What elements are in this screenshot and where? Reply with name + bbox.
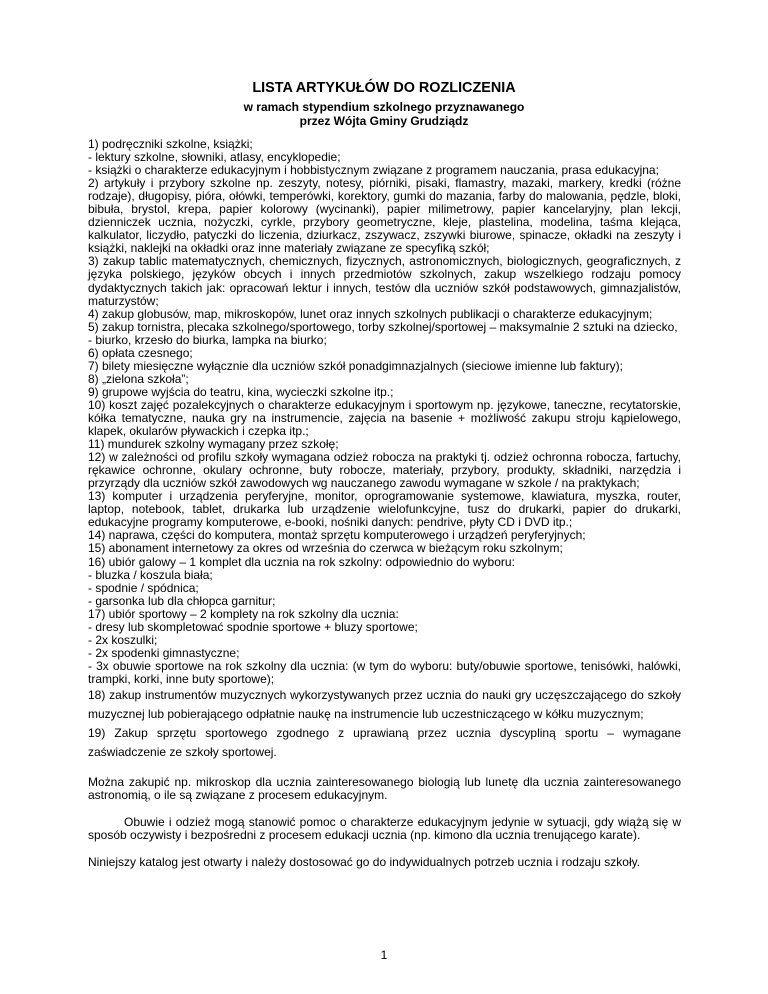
- page-title: LISTA ARTYKUŁÓW DO ROZLICZENIA: [252, 80, 516, 96]
- list-item: 12) w zależności od profilu szkoły wymagana odzież robocza na praktyki tj. odzież ochronna robocza, fartuchy, rękawice ochronne, okulary ochronne, buty robocze, materiały, przybory, produkty, składniki, narzędzia i przyrządy dla uczniów szkół zawodowych wg nauczanego zawodu wymagane w szkole / na praktykach;: [88, 450, 681, 491]
- list-item: 14) naprawa, części do komputera, montaż sprzętu komputerowego i urządzeń peryferyjnych;: [88, 528, 586, 543]
- list-item: 2) artykuły i przybory szkolne np. zeszyty, notesy, piórniki, pisaki, flamastry, mazaki, markery, kredki (różne rodzaje), długopisy, pióra, ołówki, temperówki, korektory, gumki do mazania, farby do malowania, pędzle, bloki, bibuła, brystol, krepa, papier kolorowy (wycinanki), papier milimetrowy, papier kancelaryjny, plan lekcji, dzienniczek ucznia, nożyczki, cyrkle, przybory geometryczne, kleje, plastelina, modelina, taśma klejąca, kalkulator, liczydło, patyczki do liczenia, dziurkacz, zszywacz, zszywki biurowe, spinacze, okładki na zeszyty i książki, naklejki na okładki oraz inne materiały związane ze specyfiką szkół;: [88, 176, 681, 256]
- paragraph-microscope: Można zakupić np. mikroskop dla ucznia zainteresowanego biologią lub lunetę dla ucznia zainteresowanego astronomią, o ile są związane z procesem edukacyjnym.: [88, 774, 681, 803]
- list-item: 10) koszt zajęć pozalekcyjnych o charakterze edukacyjnym i sportowym np. językowe, taneczne, recytatorskie, kółka tematyczne, nauka gry na instrumencie, zajęcia na basenie + możliwość zakupu stroju kąpielowego, klapek, okularów pływackich i czepka itp.;: [88, 397, 681, 439]
- list-item: 16) ubiór galowy – 1 komplet dla ucznia na rok szkolny: odpowiednio do wyboru:: [88, 554, 515, 569]
- list-item: 9) grupowe wyjścia do teatru, kina, wycieczki szkolne itp.;: [88, 384, 394, 399]
- list-item: - książki o charakterze edukacyjnym i hobbistycznym związane z programem nauczania, prasa edukacyjna;: [88, 163, 659, 178]
- list-item: 1) podręczniki szkolne, książki;: [88, 137, 253, 151]
- list-item: 3) zakup tablic matematycznych, chemicznych, fizycznych, astronomicznych, biologicznych, geograficznych, z języka polskiego, języków obcych i innych przedmiotów szkolnych, zakup wszelkiego rodzaju pomocy dydaktycznych takich jak: opracowań lektur i innych, testów dla uczniów szkół podstawowych, gimnazjalistów, maturzystów;: [88, 254, 681, 308]
- list-item: - biurko, krzesło do biurka, lampka na biurko;: [88, 332, 327, 347]
- subtitle-line-2: przez Wójta Gminy Grudziądz: [299, 114, 469, 128]
- list-item: - 3x obuwie sportowe na rok szkolny dla ucznia: (w tym do wyboru: buty/obuwie sportowe, tenisówki, halówki, trampki, korki, inne buty sportowe);: [88, 658, 681, 686]
- list-item: - bluzka / koszula biała;: [88, 567, 213, 582]
- page-number: 1: [380, 948, 388, 962]
- list-item: - spodnie / spódnica;: [88, 580, 199, 595]
- list-item: 11) mundurek szkolny wymagany przez szkołę;: [88, 437, 339, 452]
- paragraph-clothing: Obuwie i odzież mogą stanowić pomoc o charakterze edukacyjnym jedynie w sytuacji, gdy wiążą się w sposób oczywisty i bezpośredni z procesem edukacji ucznia (np. kimono dla ucznia trenującego karate).: [88, 815, 681, 843]
- list-item: 8) „zielona szkoła”;: [88, 371, 189, 386]
- document-body: [88, 138, 681, 869]
- paragraph-catalog: Niniejszy katalog jest otwarty i należy dostosować go do indywidualnych potrzeb ucznia i rodzaju szkoły.: [88, 855, 641, 870]
- list-item: 7) bilety miesięczne wyłącznie dla uczniów szkół ponadgimnazjalnych (sieciowe imienne lub faktury);: [88, 358, 623, 373]
- list-item: 5) zakup tornistra, plecaka szkolnego/sportowego, torby szkolnej/sportowej – maksymalnie 2 sztuki na dziecko,: [88, 319, 678, 334]
- list-item: 17) ubiór sportowy – 2 komplety na rok szkolny dla ucznia:: [88, 606, 399, 621]
- list-item: - garsonka lub dla chłopca garnitur;: [88, 593, 276, 608]
- list-item: - dresy lub skompletować spodnie sportowe + bluzy sportowe;: [88, 619, 418, 634]
- list-item: 13) komputer i urządzenia peryferyjne, monitor, oprogramowanie systemowe, klawiatura, myszka, router, laptop, notebook, tablet, drukarka lub urządzenie wielofunkcyjne, tusz do drukarki, papier do drukarki, edukacyjne programy komputerowe, e-booki, nośniki danych: pendrive, płyty CD i DVD itp.;: [88, 489, 681, 530]
- subtitle-line-1: w ramach stypendium szkolnego przyznawanego: [243, 100, 525, 114]
- list-item: - 2x spodenki gimnastyczne;: [88, 645, 240, 660]
- list-item: 15) abonament internetowy za okres od września do czerwca w bieżącym roku szkolnym;: [88, 541, 563, 556]
- list-item: - lektury szkolne, słowniki, atlasy, encyklopedie;: [88, 150, 341, 165]
- list-item: 18) zakup instrumentów muzycznych wykorzystywanych przez ucznia do nauki gry uczęszczającego do szkoły muzycznej lub pobierającego odpłatnie naukę na instrumencie lub uczestniczącego w kółku muzycznym;: [88, 687, 681, 721]
- list-item: - 2x koszulki;: [88, 632, 158, 647]
- list-item: 6) opłata czesnego;: [88, 345, 193, 360]
- list-item: 4) zakup globusów, map, mikroskopów, lunet oraz innych szkolnych publikacji o charakterze edukacyjnym;: [88, 306, 653, 321]
- list-item: 19) Zakup sprzętu sportowego zgodnego z uprawianą przez ucznia dyscypliną sportu – wymagane zaświadczenie ze szkoły sportowej.: [88, 725, 681, 759]
